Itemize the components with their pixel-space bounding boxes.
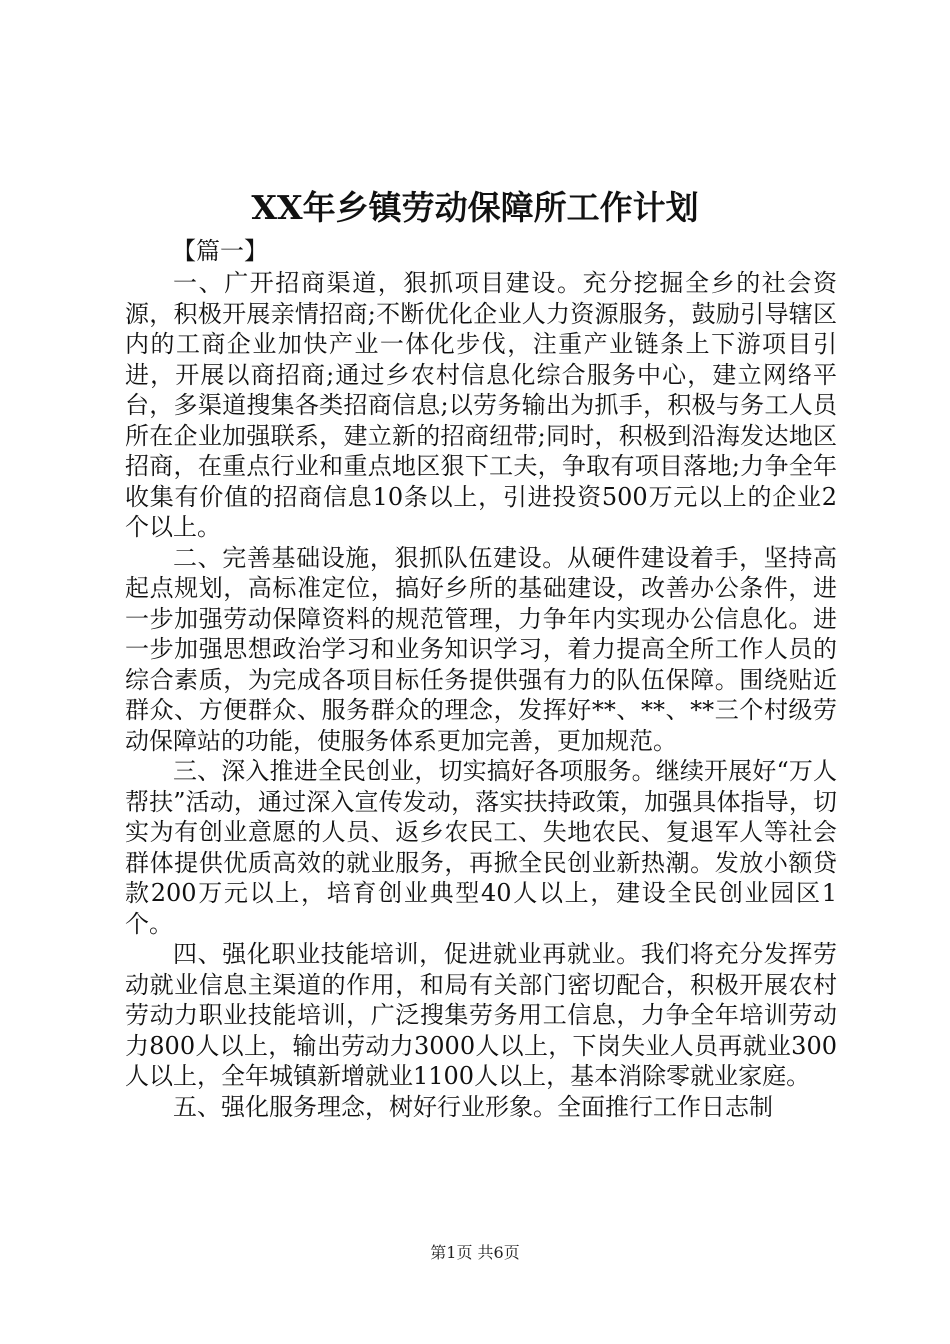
document-body: [125, 268, 837, 1122]
paragraph-3: 三、深入推进全民创业，切实搞好各项服务。继续开展好“万人帮扶”活动，通过深入宣传发动，落实扶持政策，加强具体指导，切实为有创业意愿的人员、返乡农民工、失地农民、复退军人等社会群体提供优质高效的就业服务，再掀全民创业新热潮。发放小额贷款200万元以上，培育创业典型40人以上，建设全民创业园区1个。: [125, 757, 837, 938]
paragraph-5: 五、强化服务理念，树好行业形象。全面推行工作日志制: [173, 1092, 773, 1121]
paragraph-1: 一、广开招商渠道，狠抓项目建设。充分挖掘全乡的社会资源，积极开展亲情招商;不断优化企业人力资源服务，鼓励引导辖区内的工商企业加快产业一体化步伐，注重产业链条上下游项目引进，开展以商招商;通过乡农村信息化综合服务中心，建立网络平台，多渠道搜集各类招商信息;以劳务输出为抓手，积极与务工人员所在企业加强联系，建立新的招商纽带;同时，积极到沿海发达地区招商，在重点行业和重点地区狠下工夫，争取有项目落地;力争全年收集有价值的招商信息10条以上，引进投资500万元以上的企业2个以上。: [125, 269, 837, 541]
paragraph-2: 二、完善基础设施，狠抓队伍建设。从硬件建设着手，坚持高起点规划，高标准定位，搞好乡所的基础建设，改善办公条件，进一步加强劳动保障资料的规范管理，力争年内实现办公信息化。进一步加强思想政治学习和业务知识学习，着力提高全所工作人员的综合素质，为完成各项目标任务提供强有力的队伍保障。围绕贴近群众、方便群众、服务群众的理念，发挥好**、**、**三个村级劳动保障站的功能，使服务体系更加完善，更加规范。: [125, 543, 837, 755]
document-title: XX年乡镇劳动保障所工作计划: [251, 188, 699, 227]
section-label: 【篇一】: [172, 237, 268, 265]
page-footer: 第1页 共6页: [430, 1243, 520, 1262]
paragraph-4: 四、强化职业技能培训，促进就业再就业。我们将充分发挥劳动就业信息主渠道的作用，和局有关部门密切配合，积极开展农村劳动力职业技能培训，广泛搜集劳务用工信息，力争全年培训劳动力800人以上，输出劳动力3000人以上，下岗失业人员再就业300人以上，全年城镇新增就业1100人以上，基本消除零就业家庭。: [125, 940, 837, 1090]
